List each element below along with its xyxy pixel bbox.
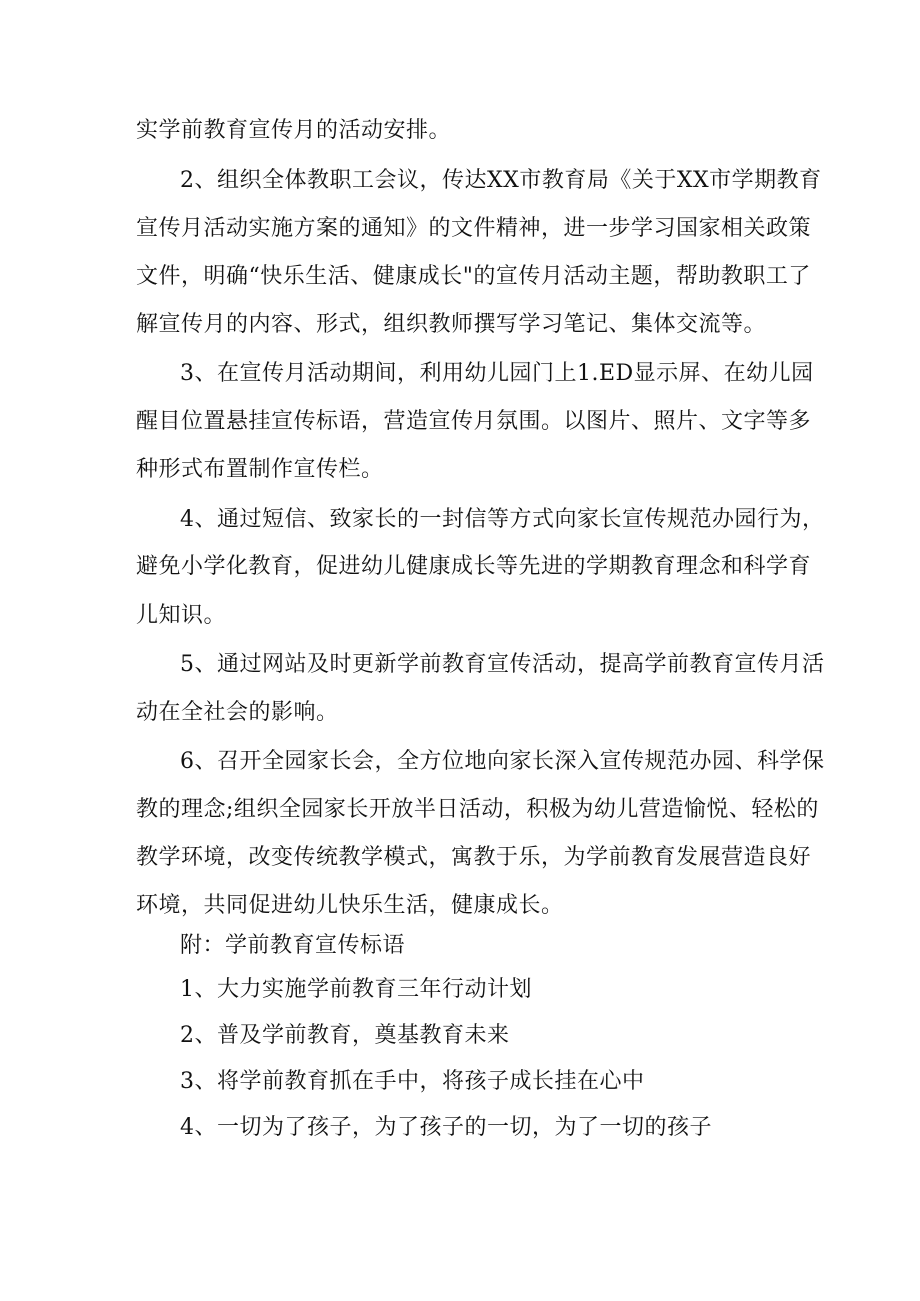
text-line: 宣传月活动实施方案的通知》的文件精神，进一步学习国家相关政策 [136, 216, 812, 241]
text-line: 4、一切为了孩子，为了孩子的一切，为了一切的孩子 [180, 1115, 712, 1140]
text-line: 解宣传月的内容、形式，组织教师撰写学习笔记、集体交流等。 [136, 312, 767, 337]
text-line: 1、大力实施学前教育三年行动计划 [180, 977, 532, 1002]
text-line: 5、通过网站及时更新学前教育宣传活动，提高学前教育宣传月活 [180, 652, 825, 677]
text-line: 4、通过短信、致家长的一封信等方式向家长宣传规范办园行为， [180, 507, 825, 532]
text-line: 教的理念;组织全园家长开放半日活动，积极为幼儿营造愉悦、轻松的 [136, 797, 819, 822]
text-line: 儿知识。 [136, 603, 227, 628]
text-line: 种形式布置制作宣传栏。 [136, 457, 384, 482]
text-line: 动在全社会的影响。 [136, 700, 339, 725]
text-line: 避免小学化教育，促进幼儿健康成长等先进的学期教育理念和科学育 [136, 554, 812, 579]
text-line: 2、普及学前教育，奠基教育未来 [180, 1023, 510, 1048]
text-line: 2、组织全体教职工会议，传达XX市教育局《关于XX市学期教育 [180, 168, 822, 193]
text-line: 3、将学前教育抓在手中，将孩子成长挂在心中 [180, 1069, 645, 1094]
text-line: 实学前教育宣传月的活动安排。 [136, 118, 452, 143]
text-line: 醒目位置悬挂宣传标语，营造宣传月氛围。以图片、照片、文字等多 [136, 409, 812, 434]
text-line: 6、召开全园家长会，全方位地向家长深入宣传规范办园、科学保 [180, 749, 825, 774]
text-line: 教学环境，改变传统教学模式，寓教于乐，为学前教育发展营造良好 [136, 845, 812, 870]
text-line: 附：学前教育宣传标语 [180, 933, 406, 958]
text-line: 3、在宣传月活动期间，利用幼儿园门上1.ED显示屏、在幼儿园 [180, 361, 814, 386]
text-line: 环境，共同促进幼儿快乐生活，健康成长。 [136, 893, 564, 918]
text-line: 文件，明确“快乐生活、健康成长"的宣传月活动主题，帮助教职工了 [136, 264, 811, 289]
